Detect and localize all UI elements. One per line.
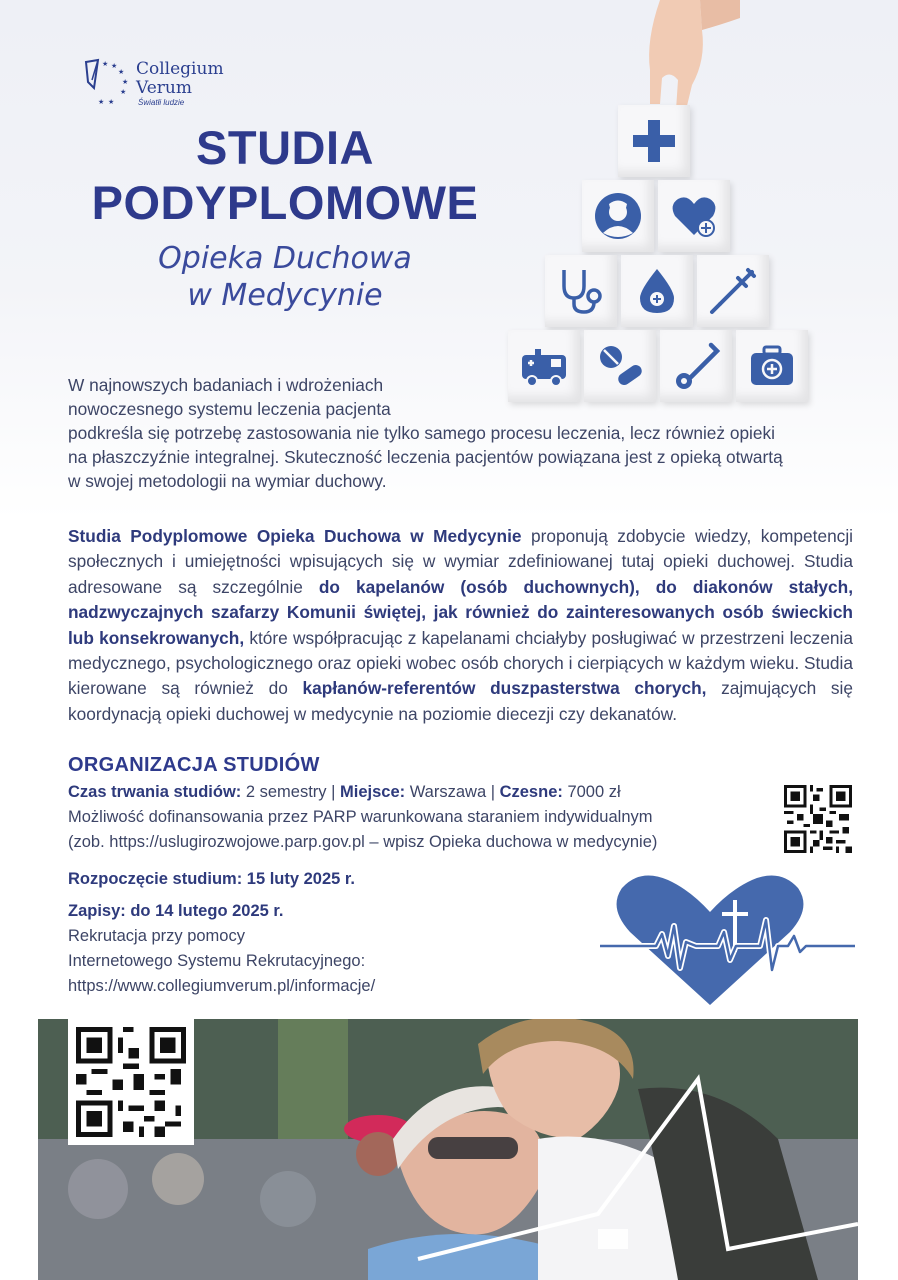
- blood-drop-icon: [632, 266, 682, 316]
- logo-name: [136, 60, 224, 98]
- funding-line: Możliwość dofinansowania przez PARP warunkowana staraniem indywidualnym: [68, 808, 653, 826]
- recruitment-line: Internetowego Systemu Rekrutacyjnego:: [68, 952, 366, 970]
- cube-nurse: [582, 180, 654, 252]
- intro-line: W najnowszych badaniach i wdrożeniach: [68, 375, 384, 395]
- organization-details: [68, 783, 621, 802]
- description-paragraph: [68, 524, 853, 727]
- heart-cross-icon: [600, 872, 855, 1007]
- place-value: Warszawa |: [405, 783, 500, 801]
- subtitle-line2: w Medycynie: [187, 278, 383, 313]
- svg-text:★: ★: [120, 89, 127, 96]
- duration-label: Czas trwania studiów:: [68, 783, 242, 801]
- stethoscope-icon: [556, 266, 606, 316]
- plus-icon: [629, 116, 679, 166]
- nurse-icon: [593, 191, 643, 241]
- fee-label: Czesne:: [499, 783, 563, 801]
- cube-stethoscope: [545, 255, 617, 327]
- qr-code-icon: [784, 785, 852, 853]
- syringe-icon: [708, 266, 758, 316]
- program-name: Studia Podyplomowe Opieka Duchowa w Medycynie: [68, 526, 522, 546]
- medical-cubes-illustration: [500, 0, 820, 420]
- qr-code-collegium[interactable]: [68, 1019, 194, 1145]
- fee-value: 7000 zł: [562, 783, 621, 801]
- svg-text:★: ★: [98, 99, 105, 106]
- organization-heading: ORGANIZACJA STUDIÓW: [68, 754, 320, 776]
- logo-mark-icon: [78, 58, 130, 110]
- svg-text:★: ★: [111, 63, 118, 70]
- intro-line: na płaszczyźnie integralnej. Skuteczność leczenia pacjentów powiązana jest z opieką otwartą: [68, 447, 783, 467]
- description-text: zajmujących się koordynacją opieki duchowej w medycynie na poziomie diecezji czy dekanatów.: [68, 678, 853, 724]
- signup-deadline: Zapisy: do 14 lutego 2025 r.: [68, 902, 284, 920]
- svg-text:★: ★: [102, 61, 109, 68]
- cube-drop: [621, 255, 693, 327]
- target-audience: do kapelanów (osób duchownych), do diakonów stałych, nadzwyczajnych szafarzy Komunii świętej, jak również do zainteresowanych osób świeckich lub konsekrowanych,: [68, 576, 853, 648]
- subtitle-line1: Opieka Duchowa: [158, 241, 412, 276]
- title-line2: PODYPLOMOWE: [91, 176, 479, 229]
- cube-heart: [658, 180, 730, 252]
- target-priests: kapłanów-referentów duszpasterstwa chorych,: [302, 678, 707, 699]
- svg-text:★: ★: [108, 99, 115, 106]
- photo-caregiver-patient: [38, 1019, 858, 1280]
- intro-line: podkreśla się potrzebę zastosowania nie tylko samego procesu leczenia, lecz również opieki: [68, 423, 775, 443]
- logo-tagline: Światłi ludzie: [138, 98, 185, 107]
- description-text: proponują zdobycie wiedzy, kompetencji społecznych i umiejętności wpisujących się w wymiar zdefiniowanej tutaj opieki duchowej. Studia adresowane są szczególnie: [68, 526, 853, 597]
- hand-icon: [590, 0, 740, 115]
- intro-line: nowoczesnego systemu leczenia pacjenta: [68, 399, 391, 419]
- page-subtitle: [60, 240, 510, 314]
- logo-name-line2: Verum: [136, 78, 192, 98]
- funding-link-line: (zob. https://uslugirozwojowe.parp.gov.pl – wpisz Opieka duchowa w medycynie): [68, 833, 658, 851]
- svg-text:★: ★: [118, 69, 125, 76]
- intro-line: w swojej metodologii na wymiar duchowy.: [68, 471, 387, 491]
- duration-value: 2 semestry |: [241, 783, 341, 801]
- heart-plus-icon: [669, 191, 719, 241]
- description-text: które współpracując z kapelanami chciałyby posługiwać w przestrzeni leczenia medycznego, psychologicznego oraz opieki wobec osób chorych i cierpiących w każdym wieku. Studia kierowane są również do: [68, 627, 853, 699]
- place-label: Miejsce:: [340, 783, 406, 801]
- qr-code-parp[interactable]: [784, 785, 852, 853]
- cube-plus: [618, 105, 690, 177]
- title-line1: STUDIA: [196, 121, 374, 174]
- start-date: Rozpoczęcie studium: 15 luty 2025 r.: [68, 870, 356, 888]
- qr-code-icon: [76, 1027, 186, 1137]
- recruitment-line: Rekrutacja przy pomocy: [68, 927, 245, 945]
- svg-text:★: ★: [122, 79, 129, 86]
- cube-syringe: [697, 255, 769, 327]
- collegium-verum-logo: [78, 58, 248, 110]
- logo-name-line1: Collegium: [136, 59, 224, 79]
- page-title: [60, 120, 510, 230]
- recruitment-url[interactable]: https://www.collegiumverum.pl/informacje/: [68, 977, 376, 995]
- intro-paragraph: [68, 373, 853, 493]
